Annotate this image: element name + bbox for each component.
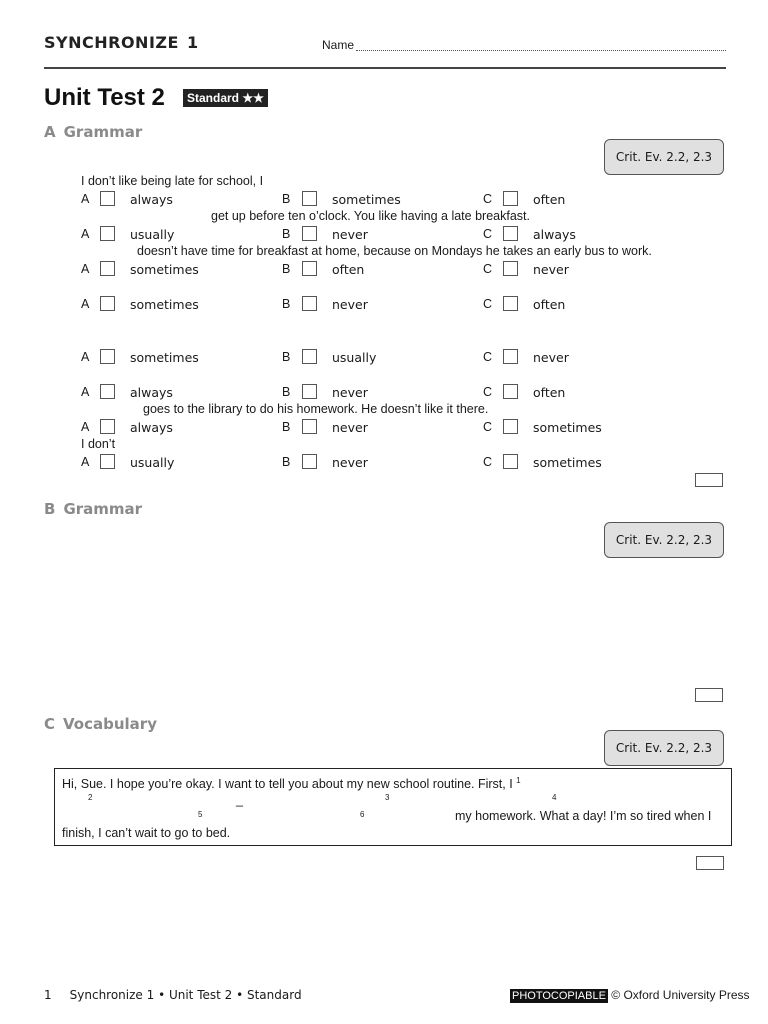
vocab-text: finish, I can’t wait to go to bed.: [62, 826, 231, 840]
answer-checkbox[interactable]: [100, 261, 115, 276]
level-badge: Standard ★★: [183, 89, 268, 107]
answer-checkbox[interactable]: [503, 296, 518, 311]
answer-checkbox[interactable]: [503, 419, 518, 434]
crit-ev-badge: Crit. Ev. 2.2, 2.3: [604, 522, 724, 558]
option-letter: A: [81, 262, 90, 276]
option-text: always: [130, 385, 173, 400]
answer-checkbox[interactable]: [503, 261, 518, 276]
brand-logo: [44, 33, 199, 52]
option-text: sometimes: [130, 297, 199, 312]
vocab-text: my homework. What a day! I’m so tired when I: [455, 809, 712, 823]
answer-checkbox[interactable]: [302, 454, 317, 469]
option-letter: C: [483, 297, 493, 311]
answer-checkbox[interactable]: [302, 226, 317, 241]
option-text: never: [332, 297, 368, 312]
answer-checkbox[interactable]: [100, 191, 115, 206]
option-text: sometimes: [332, 192, 401, 207]
option-text: sometimes: [130, 350, 199, 365]
answer-checkbox[interactable]: [302, 349, 317, 364]
name-label: Name: [322, 38, 355, 52]
option-text: often: [332, 262, 365, 277]
photocopiable-label: PHOTOCOPIABLE: [512, 990, 606, 1002]
option-letter: B: [282, 420, 291, 434]
option-text: often: [533, 297, 566, 312]
footer-left: [44, 988, 302, 1002]
gap-number: 3: [385, 793, 390, 802]
section-label: Vocabulary: [63, 715, 157, 733]
option-text: always: [533, 227, 576, 242]
score-box[interactable]: [695, 473, 723, 487]
option-letter: A: [81, 227, 90, 241]
option-text: sometimes: [533, 455, 602, 470]
answer-checkbox[interactable]: [100, 454, 115, 469]
crit-ev-badge: Crit. Ev. 2.2, 2.3: [604, 139, 724, 175]
section-label: Grammar: [63, 123, 143, 141]
option-text: sometimes: [533, 420, 602, 435]
vocab-line-1: [62, 776, 521, 791]
page-number: 1: [44, 988, 52, 1002]
section-a-heading: [44, 123, 142, 141]
option-letter: A: [81, 350, 90, 364]
option-letter: B: [282, 455, 291, 469]
answer-checkbox[interactable]: [302, 419, 317, 434]
question-line: I don’t like being late for school, I: [81, 174, 264, 188]
header-rule: [44, 67, 726, 69]
option-letter: A: [81, 385, 90, 399]
section-letter: C: [44, 715, 56, 733]
section-letter: B: [44, 500, 56, 518]
option-letter: B: [282, 350, 291, 364]
answer-checkbox[interactable]: [302, 261, 317, 276]
gap-dash: _: [236, 793, 243, 807]
option-letter: C: [483, 385, 493, 399]
option-text: never: [332, 455, 368, 470]
answer-checkbox[interactable]: [503, 191, 518, 206]
crit-ev-badge: Crit. Ev. 2.2, 2.3: [604, 730, 724, 766]
option-letter: B: [282, 385, 291, 399]
option-letter: B: [282, 262, 291, 276]
gap-number: 2: [88, 793, 93, 802]
option-text: usually: [130, 227, 175, 242]
option-text: sometimes: [130, 262, 199, 277]
option-letter: C: [483, 227, 493, 241]
answer-checkbox[interactable]: [302, 296, 317, 311]
section-label: Grammar: [63, 500, 143, 518]
footer-title: Synchronize 1 • Unit Test 2 • Standard: [69, 988, 302, 1002]
option-text: always: [130, 192, 173, 207]
section-letter: A: [44, 123, 56, 141]
score-box[interactable]: [696, 856, 724, 870]
answer-checkbox[interactable]: [100, 419, 115, 434]
option-letter: A: [81, 455, 90, 469]
brand-name: SYNCHRONIZE: [44, 33, 179, 52]
question-line: I don’t: [81, 437, 116, 451]
section-c-heading: [44, 715, 157, 733]
option-letter: B: [282, 227, 291, 241]
option-letter: C: [483, 455, 493, 469]
gap-number: 4: [552, 793, 557, 802]
question-line: get up before ten o’clock. You like having a late breakfast.: [211, 209, 530, 223]
option-text: usually: [130, 455, 175, 470]
section-b-heading: [44, 500, 142, 518]
option-letter: C: [483, 350, 493, 364]
option-text: never: [332, 385, 368, 400]
score-box[interactable]: [695, 688, 723, 702]
option-text: never: [332, 227, 368, 242]
answer-checkbox[interactable]: [100, 349, 115, 364]
copyright: © Oxford University Press: [611, 988, 750, 1002]
answer-checkbox[interactable]: [503, 384, 518, 399]
answer-checkbox[interactable]: [100, 384, 115, 399]
answer-checkbox[interactable]: [302, 384, 317, 399]
option-text: often: [533, 192, 566, 207]
option-letter: B: [282, 192, 291, 206]
option-letter: B: [282, 297, 291, 311]
answer-checkbox[interactable]: [100, 296, 115, 311]
question-line: doesn’t have time for breakfast at home, because on Mondays he takes an early bus to work.: [137, 244, 652, 258]
name-field[interactable]: [356, 50, 726, 51]
vocab-text: Hi, Sue. I hope you’re okay. I want to tell you about my new school routine. First, I: [62, 777, 513, 792]
option-text: never: [533, 350, 569, 365]
option-text: never: [533, 262, 569, 277]
gap-number: 1: [516, 776, 521, 785]
option-letter: C: [483, 420, 493, 434]
question-line: goes to the library to do his homework. He doesn’t like it there.: [143, 402, 489, 416]
option-text: never: [332, 420, 368, 435]
option-text: often: [533, 385, 566, 400]
gap-number: 5: [198, 810, 203, 819]
brand-level: 1: [186, 33, 199, 52]
answer-checkbox[interactable]: [503, 454, 518, 469]
page-title: Unit Test 2: [44, 84, 165, 111]
option-text: always: [130, 420, 173, 435]
answer-checkbox[interactable]: [503, 349, 518, 364]
answer-checkbox[interactable]: [302, 191, 317, 206]
option-letter: A: [81, 420, 90, 434]
option-text: usually: [332, 350, 377, 365]
option-letter: A: [81, 297, 90, 311]
option-letter: A: [81, 192, 90, 206]
answer-checkbox[interactable]: [503, 226, 518, 241]
option-letter: C: [483, 262, 493, 276]
option-letter: C: [483, 192, 493, 206]
answer-checkbox[interactable]: [100, 226, 115, 241]
gap-number: 6: [360, 810, 365, 819]
footer-right: [510, 988, 750, 1002]
